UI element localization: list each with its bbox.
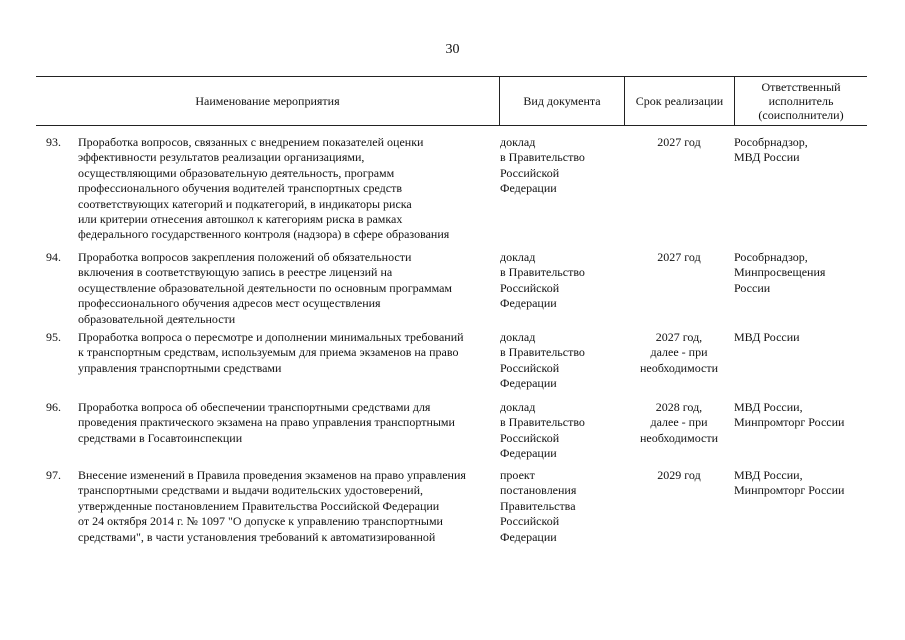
row-doc: доклад в Правительство Российской Федерации bbox=[500, 400, 585, 461]
table-row bbox=[36, 330, 867, 400]
table-header-rule bbox=[36, 125, 867, 126]
row-term: 2028 год, далее - при необходимости bbox=[639, 400, 718, 445]
table-row bbox=[36, 250, 867, 335]
table-body bbox=[36, 135, 867, 550]
header-exec: Ответственный исполнитель (соисполнители) bbox=[758, 79, 844, 122]
table-row bbox=[36, 468, 867, 548]
table-row bbox=[36, 400, 867, 470]
row-term: 2029 год bbox=[657, 468, 701, 482]
row-exec: Рособрнадзор, Минпросвещения России bbox=[734, 250, 826, 295]
row-term: 2027 год bbox=[657, 135, 701, 149]
header-name: Наименование мероприятия bbox=[195, 93, 340, 108]
row-name: Проработка вопроса о пересмотре и дополнении минимальных требований к транспортным средствам, используемым для приема экзаменов на право управления транспортными средствами bbox=[78, 330, 464, 375]
page-number: 30 bbox=[445, 42, 460, 57]
row-term: 2027 год bbox=[657, 250, 701, 264]
row-name: Проработка вопросов, связанных с внедрением показателей оценки эффективности результатов реализации организациями, осуществляющими образовательную деятельность, программ профессионального обучения водителей транспортных средств соответствующих категорий и подкатегорий, в индикаторы риска или критерии отнесения автошкол к категориям риска в рамках федерального государственного контроля (надзора) в сфере образования bbox=[78, 135, 450, 242]
row-number: 95. bbox=[46, 330, 61, 344]
header-term: Срок реализации bbox=[635, 93, 724, 108]
row-doc: проект постановления Правительства Российской Федерации bbox=[500, 468, 577, 544]
row-exec: Рособрнадзор, МВД России bbox=[734, 135, 808, 165]
row-term: 2027 год, далее - при необходимости bbox=[639, 330, 718, 375]
row-doc: доклад в Правительство Российской Федерации bbox=[500, 330, 585, 391]
row-exec: МВД России, Минпромторг России bbox=[734, 400, 845, 430]
row-number: 96. bbox=[46, 400, 61, 414]
row-exec: МВД России bbox=[734, 330, 800, 344]
row-number: 94. bbox=[46, 250, 61, 264]
row-doc: доклад в Правительство Российской Федерации bbox=[500, 135, 585, 196]
row-exec: МВД России, Минпромторг России bbox=[734, 468, 845, 498]
header-doc: Вид документа bbox=[523, 93, 601, 108]
row-doc: доклад в Правительство Российской Федерации bbox=[500, 250, 585, 311]
row-number: 93. bbox=[46, 135, 61, 149]
table-header bbox=[36, 76, 867, 125]
row-number: 97. bbox=[46, 468, 61, 482]
row-name: Проработка вопросов закрепления положений об обязательности включения в соответствующую запись в реестре лицензий на осуществление образовательной деятельности по основным программам профессионального обучения адресов мест осуществления образовательной деятельности bbox=[78, 250, 452, 326]
table-row bbox=[36, 135, 867, 245]
row-name: Внесение изменений в Правила проведения экзаменов на право управления транспортными средствами и выдачи водительских удостоверений, утвержденные постановлением Правительства Российской Федерации от 24 октября 2014 г. № 1097 "О допуске к управлению транспортными средствами", в части установления требований к автоматизированной bbox=[78, 468, 466, 544]
row-name: Проработка вопроса об обеспечении транспортными средствами для проведения практического экзамена на право управления транспортными средствами в Госавтоинспекции bbox=[78, 400, 455, 445]
